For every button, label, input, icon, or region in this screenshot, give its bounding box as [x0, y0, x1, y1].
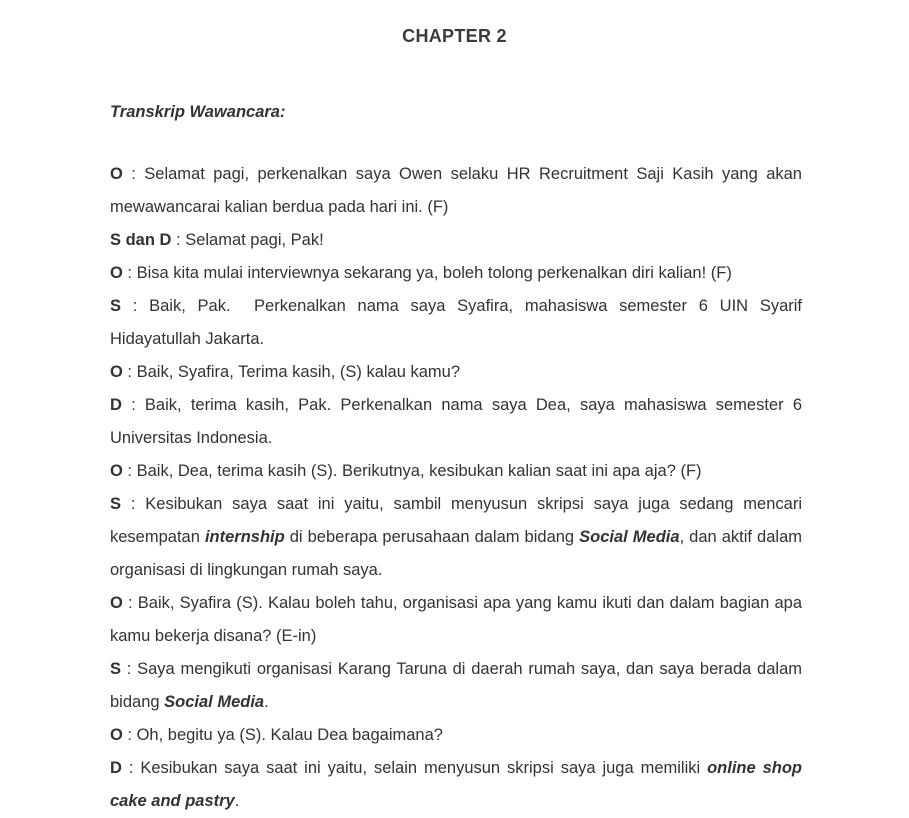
transcript-paragraph: [110, 356, 802, 389]
speaker-label: O: [110, 462, 123, 480]
dialogue-text: di beberapa perusahaan dalam bidang: [284, 528, 580, 546]
dialogue-text: : Baik, terima kasih, Pak. Perkenalkan nama saya Dea, saya mahasiswa semester 6 Universitas Indonesia.: [110, 396, 802, 447]
dialogue-text: : Baik, Dea, terima kasih (S). Berikutnya, kesibukan kalian saat ini apa aja? (F): [122, 462, 702, 480]
dialogue-text: : Selamat pagi, perkenalkan saya Owen selaku HR Recruitment Saji Kasih yang akan mewawancarai kalian berdua pada hari ini. (F): [110, 165, 802, 216]
dialogue-text: , dan aktif dalam organisasi di lingkungan rumah saya.: [110, 528, 802, 579]
dialogue-text: : Baik, Syafira, Terima kasih, (S) kalau kamu?: [122, 363, 460, 381]
transcript-paragraph: [110, 224, 802, 257]
dialogue-text: : Saya mengikuti organisasi Karang Taruna di daerah rumah saya, dan saya berada dalam bidang: [110, 660, 802, 711]
transcript-paragraph: [110, 752, 802, 818]
emphasized-term: online shop cake and pastry: [110, 759, 802, 810]
transcript-paragraph: [110, 653, 802, 719]
dialogue-text: : Baik, Syafira (S). Kalau boleh tahu, organisasi apa yang kamu ikuti dan dalam bagian apa kamu bekerja disana? (E-in): [110, 594, 802, 645]
dialogue-text: : Kesibukan saya saat ini yaitu, selain menyusun skripsi saya juga memiliki: [121, 759, 708, 777]
speaker-label: O: [110, 594, 123, 612]
transcript-paragraph: [110, 455, 802, 488]
speaker-label: O: [110, 264, 123, 282]
speaker-label: O: [110, 165, 123, 183]
transcript-paragraph: [110, 389, 802, 455]
speaker-label: O: [110, 363, 123, 381]
dialogue-text: .: [264, 693, 269, 711]
dialogue-text: : Oh, begitu ya (S). Kalau Dea bagaimana?: [122, 726, 443, 744]
speaker-label: S: [110, 660, 122, 678]
chapter-title: CHAPTER 2: [402, 26, 507, 46]
dialogue-text: : Selamat pagi, Pak!: [171, 231, 324, 249]
emphasized-term: Social Media: [164, 693, 265, 711]
transcript-paragraph: [110, 719, 802, 752]
speaker-label: O: [110, 726, 123, 744]
speaker-label: D: [110, 759, 122, 777]
transcript-paragraph: [110, 158, 802, 224]
speaker-label: S: [110, 297, 122, 315]
dialogue-text: : Baik, Pak. Perkenalkan nama saya Syafira, mahasiswa semester 6 UIN Syarif Hidayatullah Jakarta.: [110, 297, 802, 348]
transcript-body: [110, 158, 802, 818]
dialogue-text: : Kesibukan saya saat ini yaitu, sambil menyusun skripsi saya juga sedang mencari kesempatan: [110, 495, 802, 546]
emphasized-term: internship: [204, 528, 285, 546]
transcript-paragraph: [110, 488, 802, 587]
transcript-heading: Transkrip Wawancara:: [110, 103, 286, 121]
speaker-label: D: [110, 396, 122, 414]
speaker-label: S: [110, 495, 122, 513]
transcript-paragraph: [110, 257, 802, 290]
transcript-section: [110, 47, 802, 818]
dialogue-text: : Bisa kita mulai interviewnya sekarang ya, boleh tolong perkenalkan diri kalian! (F): [122, 264, 732, 282]
emphasized-term: Social Media: [579, 528, 680, 546]
speaker-label: S dan D: [110, 231, 172, 249]
dialogue-text: .: [234, 792, 240, 810]
transcript-paragraph: [110, 587, 802, 653]
transcript-paragraph: [110, 290, 802, 356]
